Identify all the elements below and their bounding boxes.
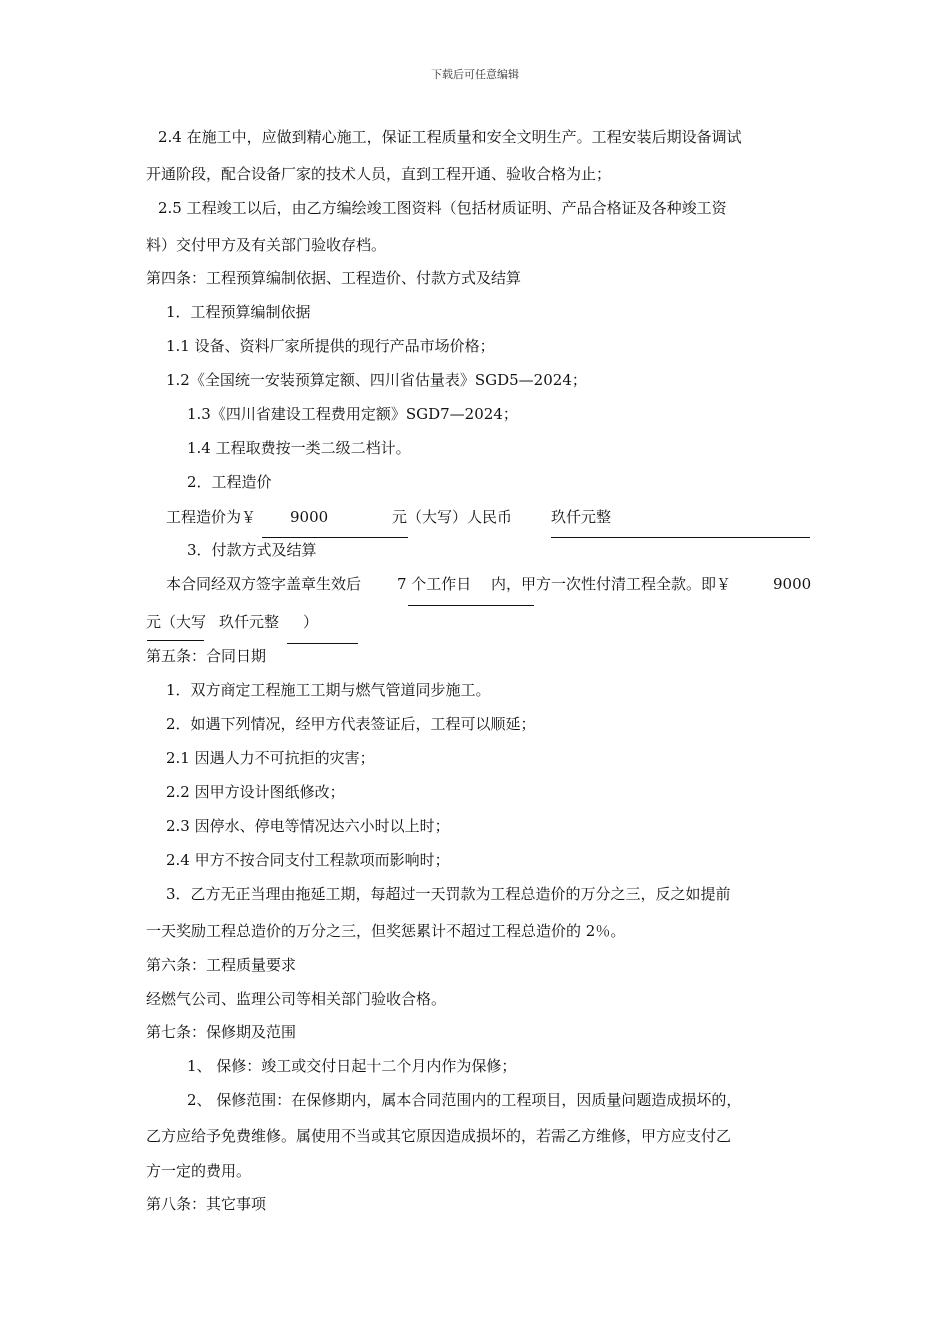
price-words-underline xyxy=(551,537,810,538)
article-8-heading: 第八条：其它事项 xyxy=(146,1195,267,1213)
clause-2-5-line1: 2.5 工程竣工以后，由乙方编绘竣工图资料（包括材质证明、产品合格证及各种竣工资 xyxy=(158,199,727,217)
price-amount: 9000 xyxy=(290,508,329,526)
section-1-heading: 1．工程预算编制依据 xyxy=(166,303,311,321)
payment-words-underline-1 xyxy=(147,640,204,641)
price-label: 工程造价为￥ xyxy=(166,508,257,526)
clause-5-2-4: 2.4 甲方不按合同支付工程款项而影响时； xyxy=(166,851,450,869)
price-amount-words: 玖仟元整 xyxy=(551,508,612,526)
article-5-item-1: 1．双方商定工程施工工期与燃气管道同步施工。 xyxy=(166,681,491,699)
payment-amount-words: 玖仟元整 xyxy=(219,613,280,631)
payment-words-prefix: 元（大写 xyxy=(146,613,207,631)
article-5-item-3-line1: 3．乙方无正当理由拖延工期，每超过一天罚款为工程总造价的万分之三，反之如提前 xyxy=(166,885,731,903)
clause-1-3: 1.3《四川省建设工程费用定额》SGD7—2024； xyxy=(187,405,518,423)
payment-words-suffix: ） xyxy=(303,613,319,631)
article-7-item-2-line1: 2、 保修范围：在保修期内，属本合同范围内的工程项目，因质量问题造成损坏的， xyxy=(187,1091,742,1109)
payment-suffix: 内，甲方一次性付清工程全款。即￥ xyxy=(491,575,732,593)
article-7-heading: 第七条：保修期及范围 xyxy=(146,1023,297,1041)
page-header: 下载后可任意编辑 xyxy=(431,68,519,81)
price-amount-underline xyxy=(262,537,408,538)
article-6-heading: 第六条：工程质量要求 xyxy=(146,956,297,974)
clause-2-4-line2: 开通阶段，配合设备厂家的技术人员，直到工程开通、验收合格为止； xyxy=(146,165,612,183)
clause-5-2-3: 2.3 因停水、停电等情况达六小时以上时； xyxy=(166,817,450,835)
clause-5-2-2: 2.2 因甲方设计图纸修改； xyxy=(166,783,345,801)
article-7-item-2-line2: 乙方应给予免费维修。属使用不当或其它原因造成损坏的，若需乙方维修，甲方应支付乙 xyxy=(146,1127,732,1145)
clause-1-2: 1.2《全国统一安装预算定额、四川省估量表》SGD5—2024； xyxy=(166,371,587,389)
payment-prefix: 本合同经双方签字盖章生效后 xyxy=(166,575,362,593)
price-mid-label: 元（大写）人民币 xyxy=(392,508,513,526)
article-5-item-2: 2．如遇下列情况，经甲方代表签证后，工程可以顺延； xyxy=(166,715,536,733)
article-7-item-1: 1、 保修：竣工或交付日起十二个月内作为保修； xyxy=(187,1057,517,1075)
payment-amount: 9000 xyxy=(773,575,812,593)
clause-1-4: 1.4 工程取费按一类二级二档计。 xyxy=(187,439,411,457)
article-5-item-3-line2: 一天奖励工程总造价的万分之三，但奖惩累计不超过工程总造价的 2％。 xyxy=(146,922,626,940)
clause-2-5-line2: 料）交付甲方及有关部门验收存档。 xyxy=(146,236,387,254)
section-2-heading: 2．工程造价 xyxy=(187,473,272,491)
article-4-heading: 第四条：工程预算编制依据、工程造价、付款方式及结算 xyxy=(146,269,522,287)
section-3-heading: 3．付款方式及结算 xyxy=(187,541,317,559)
clause-1-1: 1.1 设备、资料厂家所提供的现行产品市场价格； xyxy=(166,337,495,355)
clause-2-4-line1: 2.4 在施工中，应做到精心施工，保证工程质量和安全文明生产。工程安装后期设备调试 xyxy=(158,128,742,146)
article-6-body: 经燃气公司、监理公司等相关部门验收合格。 xyxy=(146,990,447,1008)
article-5-heading: 第五条：合同日期 xyxy=(146,647,267,665)
payment-words-underline-2 xyxy=(287,643,358,644)
payment-period: 7 个工作日 xyxy=(397,575,472,593)
article-7-item-2-line3: 方一定的费用。 xyxy=(146,1162,252,1180)
payment-period-underline xyxy=(408,605,534,606)
clause-5-2-1: 2.1 因遇人力不可抗拒的灾害； xyxy=(166,749,375,767)
